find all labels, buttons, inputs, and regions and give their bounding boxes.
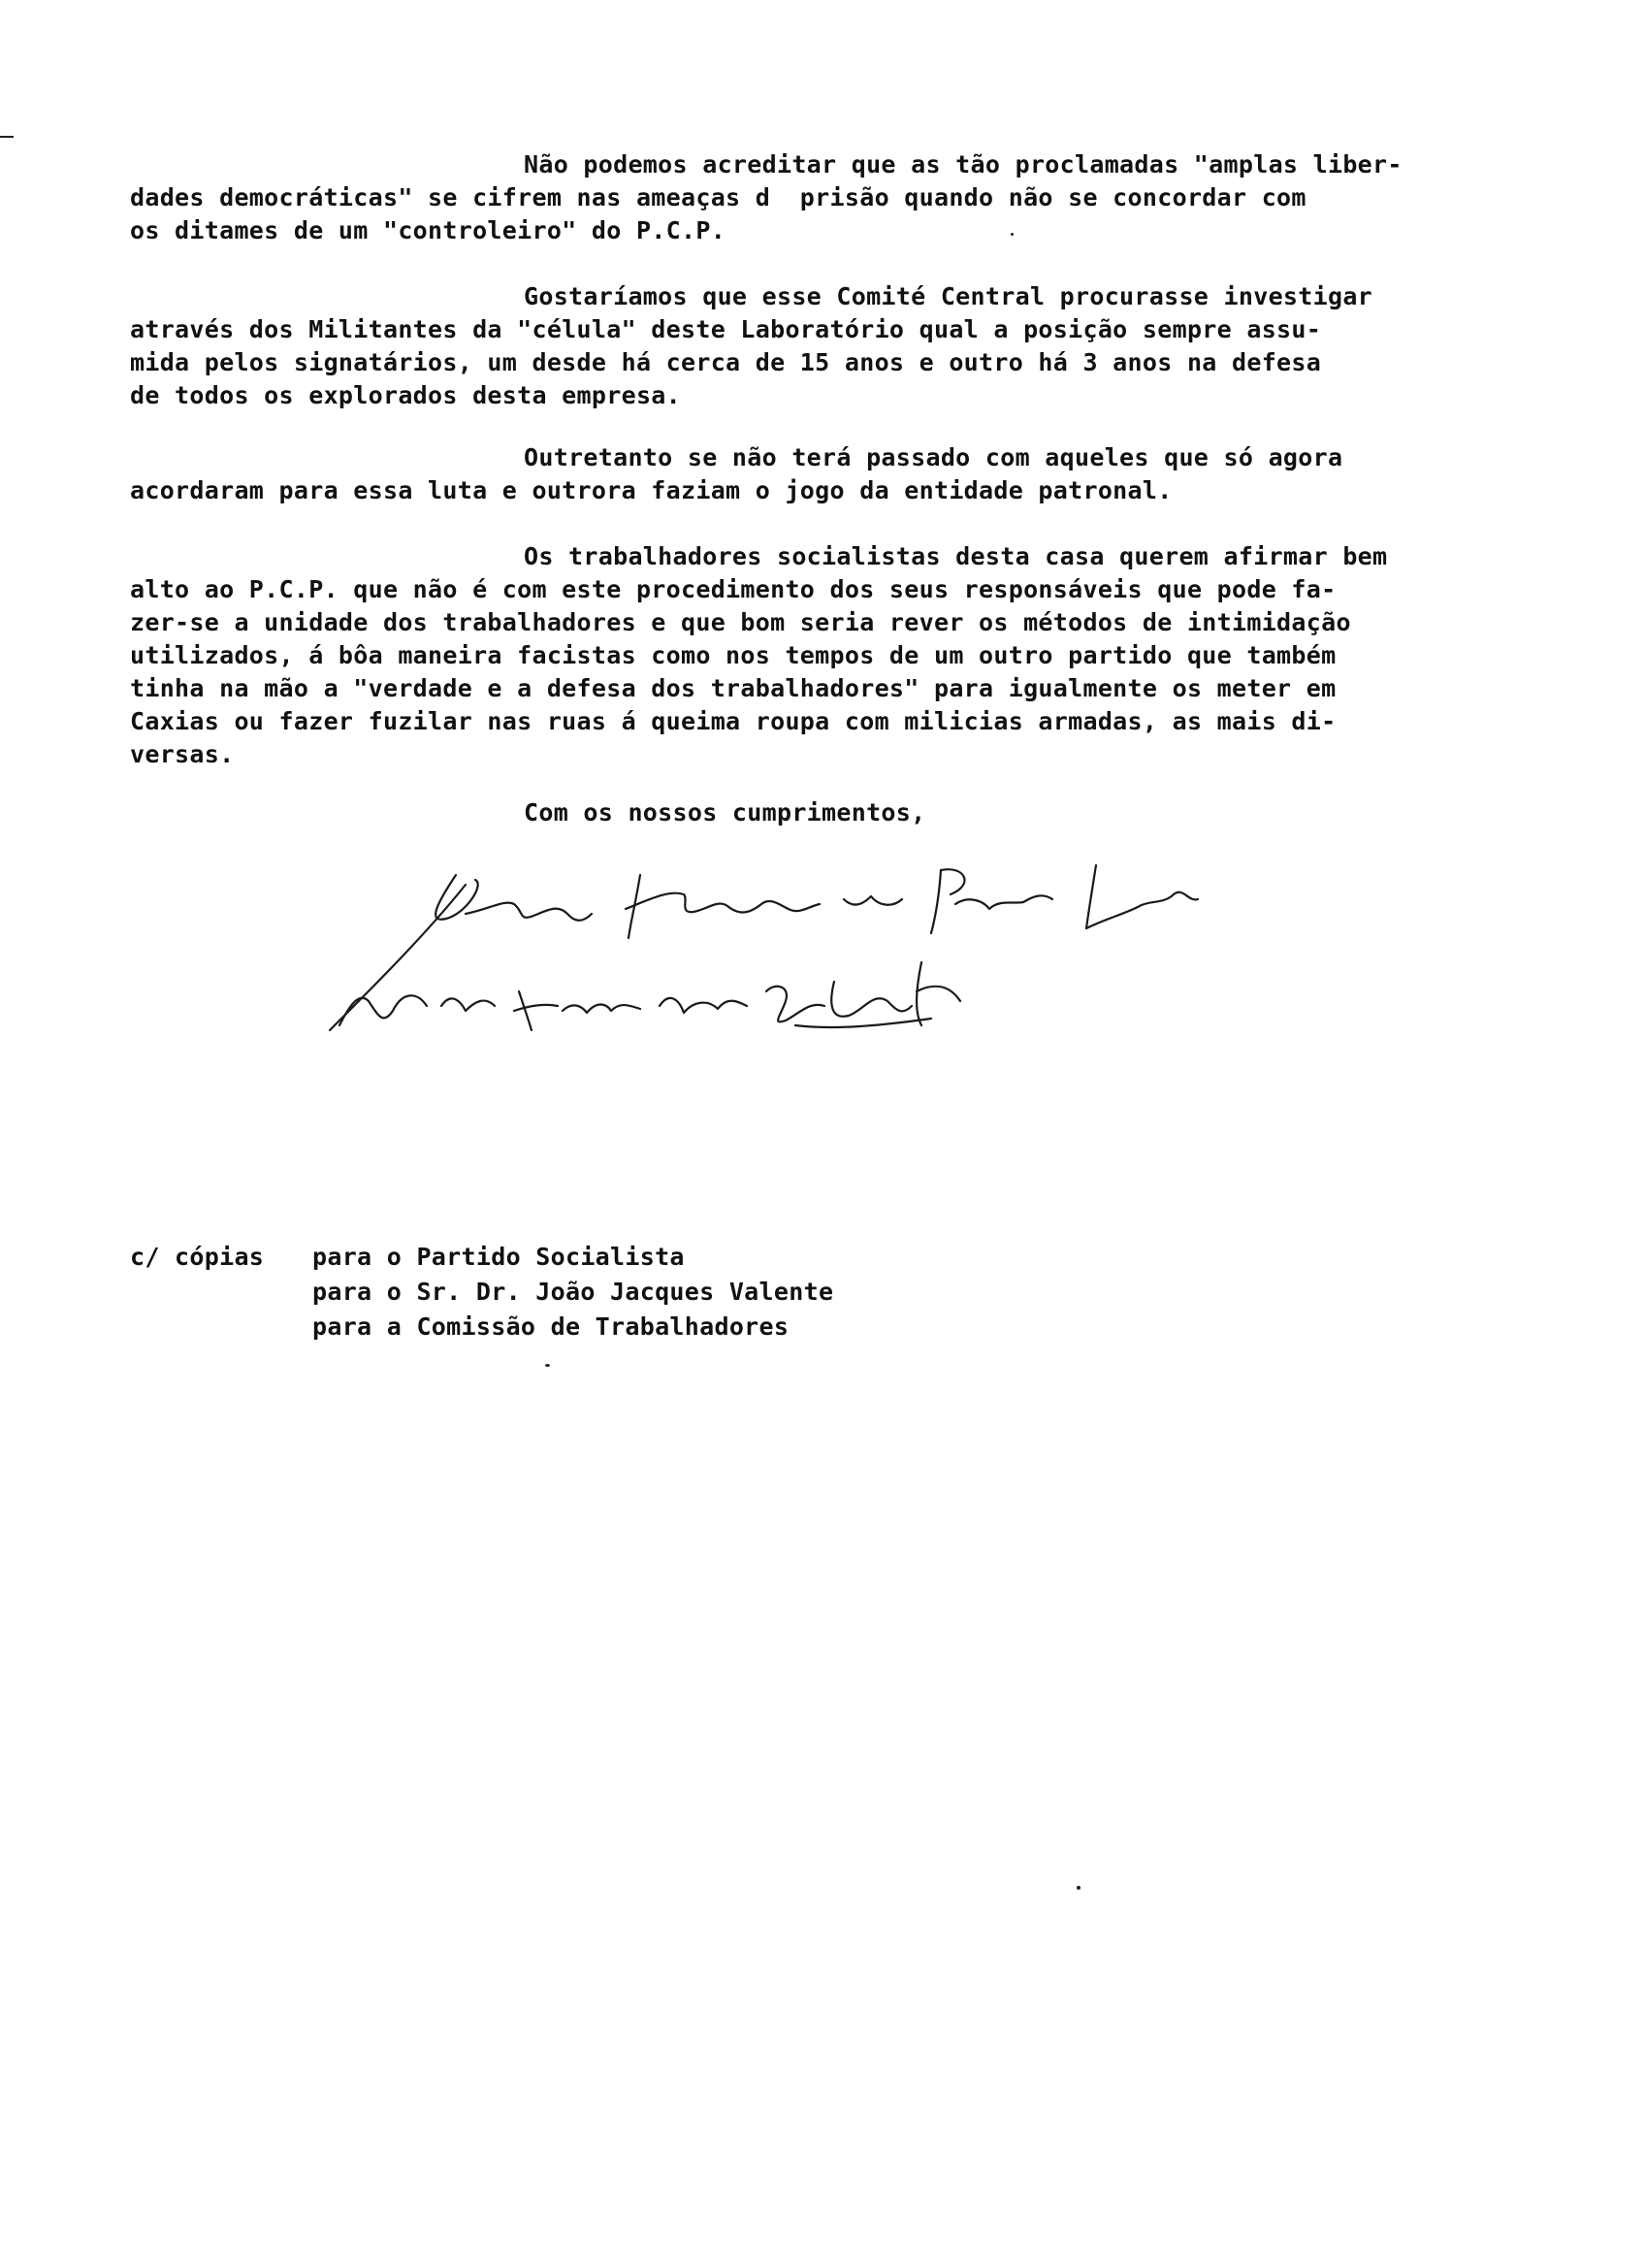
paragraph-4-line-1: Os trabalhadores socialistas desta casa querem afirmar bem [524, 542, 1388, 570]
copies-line-3: para a Comissão de Trabalhadores [312, 1312, 790, 1341]
scan-speck [545, 1364, 550, 1367]
paragraph-4-line-2: alto ao P.C.P. que não é com este procedimento dos seus responsáveis que pode fa- [130, 575, 1337, 603]
paragraph-4-line-7: versas. [130, 740, 235, 768]
signature-2 [339, 962, 960, 1030]
scan-speck [1077, 1886, 1081, 1890]
paragraph-4-line-3: zer-se a unidade dos trabalhadores e que bom seria rever os métodos de intimidação [130, 608, 1351, 636]
paragraph-2-line-2: através dos Militantes da "célula" deste Laboratório qual a posição sempre assu- [130, 315, 1322, 343]
scan-speck [1011, 233, 1014, 236]
paragraph-4-line-6: Caxias ou fazer fuzilar nas ruas á queima roupa com milicias armadas, as mais di- [130, 707, 1337, 735]
copies-line-2: para o Sr. Dr. João Jacques Valente [312, 1278, 834, 1306]
scan-mark [0, 136, 14, 138]
paragraph-3-line-1: Outretanto se não terá passado com aqueles que só agora [524, 443, 1343, 471]
paragraph-1-line-2: dades democráticas" se cifrem nas ameaças d prisão quando não se concordar com [130, 183, 1306, 211]
paragraph-2-line-1: Gostaríamos que esse Comité Central procurasse investigar [524, 282, 1373, 310]
closing-line: Com os nossos cumprimentos, [524, 798, 926, 826]
signature-1 [330, 865, 1198, 1030]
paragraph-4-line-5: tinha na mão a "verdade e a defesa dos trabalhadores" para igualmente os meter em [130, 674, 1337, 702]
copies-line-1: para o Partido Socialista [312, 1243, 685, 1271]
paragraph-4-line-4: utilizados, á bôa maneira facistas como nos tempos de um outro partido que também [130, 641, 1337, 669]
paragraph-3-line-2: acordaram para essa luta e outrora faziam o jogo da entidade patronal. [130, 476, 1173, 504]
paragraph-1-line-1: Não podemos acreditar que as tão proclamadas "amplas liber- [524, 150, 1403, 178]
handwritten-signatures [320, 846, 1290, 1079]
paragraph-2-line-3: mida pelos signatários, um desde há cerca de 15 anos e outro há 3 anos na defesa [130, 348, 1322, 376]
paragraph-1-line-3: os ditames de um "controleiro" do P.C.P. [130, 216, 726, 244]
paragraph-2-line-4: de todos os explorados desta empresa. [130, 381, 681, 409]
copies-prefix: c/ cópias [130, 1243, 265, 1271]
